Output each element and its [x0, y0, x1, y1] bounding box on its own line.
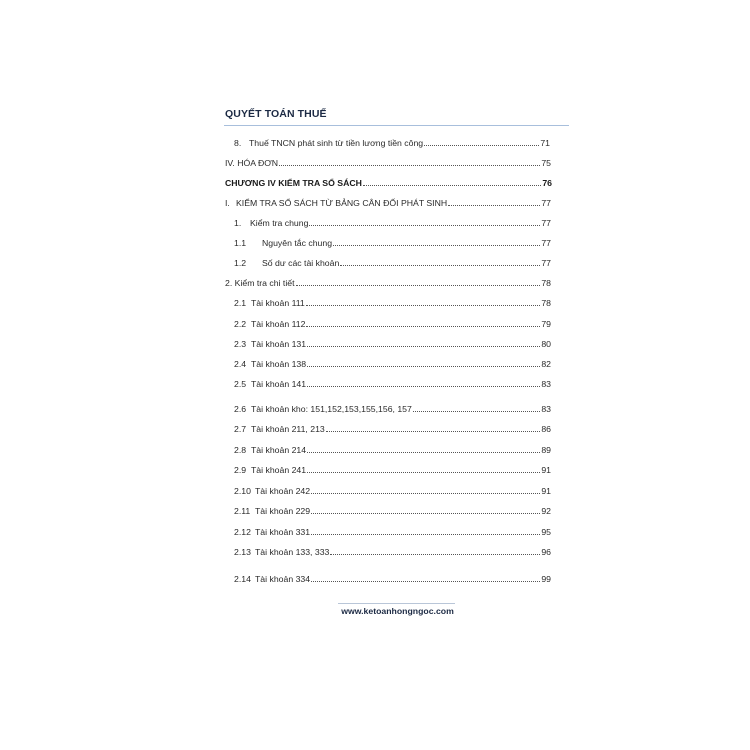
toc-entry-number: 1.2 [234, 258, 247, 268]
dot-leader [309, 225, 540, 226]
dot-leader [307, 472, 540, 473]
toc-entry-page: 83 [541, 404, 551, 414]
toc-entry-number: 2.12 [234, 527, 251, 537]
toc-entry-title: Tài khoản 138 [251, 359, 307, 369]
dot-leader [307, 346, 540, 347]
toc-entry-page: 91 [541, 465, 551, 475]
toc-entry-page: 79 [541, 319, 551, 329]
toc-entry-page: 96 [541, 547, 551, 557]
toc-entry-title: CHƯƠNG IV KIỂM TRA SỔ SÁCH [225, 178, 362, 188]
toc-entry-title: Tài khoản 331 [255, 527, 311, 537]
header-divider [224, 125, 569, 126]
toc-entry[interactable] [234, 318, 551, 329]
toc-entry-number: 1. [234, 218, 242, 228]
toc-entry-page: 89 [541, 445, 551, 455]
toc-entry-number: 2.1 [234, 298, 247, 308]
dot-leader [311, 534, 540, 535]
toc-entry-title: Tài khoản 229 [255, 506, 311, 516]
dot-leader [311, 513, 540, 514]
dot-leader [311, 493, 540, 494]
toc-entry-title: Tài khoản 131 [251, 339, 307, 349]
dot-leader [330, 554, 540, 555]
toc-entry[interactable] [234, 338, 551, 349]
toc-entry-number: 8. [234, 138, 242, 148]
dot-leader [448, 205, 540, 206]
toc-entry-page: 99 [541, 574, 551, 584]
toc-entry[interactable] [234, 378, 551, 389]
toc-entry[interactable] [225, 197, 551, 208]
toc-entry-title: IV. HÓA ĐƠN [225, 158, 278, 168]
header-title: QUYẾT TOÁN THUẾ [225, 108, 327, 120]
toc-entry-page: 77 [541, 218, 551, 228]
toc-entry-number: 2.14 [234, 574, 251, 584]
toc-entry-page: 95 [541, 527, 551, 537]
toc-entry-number: 2.13 [234, 547, 251, 557]
toc-entry-title: Tài khoản 111 [251, 298, 305, 308]
toc-entry-page: 78 [541, 278, 551, 288]
toc-entry[interactable] [234, 137, 550, 148]
toc-entry-title: Nguyên tắc chung [262, 238, 333, 248]
toc-entry-page: 83 [541, 379, 551, 389]
toc-entry[interactable] [234, 358, 551, 369]
toc-entry[interactable] [225, 157, 551, 168]
toc-entry-number: I. [225, 198, 230, 208]
toc-entry-number: 1.1 [234, 238, 247, 248]
dot-leader [333, 245, 540, 246]
toc-entry-title: Kiểm tra chung [250, 218, 309, 228]
toc-entry-title: Tài khoản 133, 333 [255, 547, 330, 557]
toc-entry-number: 2.7 [234, 424, 247, 434]
toc-entry-number: 2.8 [234, 445, 247, 455]
toc-entry-title: Số dư các tài khoản [262, 258, 340, 268]
toc-entry-page: 86 [541, 424, 551, 434]
toc-entry-title: Thuế TNCN phát sinh từ tiền lương tiền công [249, 138, 424, 148]
toc-entry-number: 2.6 [234, 404, 247, 414]
toc-entry-number: 2.10 [234, 486, 251, 496]
toc-entry-title: Tài khoản 242 [255, 486, 311, 496]
toc-entry[interactable] [234, 217, 551, 228]
dot-leader [424, 145, 539, 146]
toc-entry-title: Tài khoản 334 [255, 574, 311, 584]
footer-website[interactable]: www.ketoanhongngoc.com [341, 606, 454, 616]
toc-entry-number: 2.11 [234, 506, 251, 516]
toc-entry[interactable] [234, 505, 551, 516]
toc-entry-title: Tài khoản 211, 213 [251, 424, 325, 434]
dot-leader [307, 452, 540, 453]
toc-entry-number: 2.2 [234, 319, 247, 329]
toc-entry-page: 76 [542, 178, 552, 188]
toc-entry[interactable] [225, 177, 552, 188]
toc-entry-number: 2.3 [234, 339, 247, 349]
dot-leader [311, 581, 540, 582]
dot-leader [413, 411, 540, 412]
toc-entry[interactable] [234, 444, 551, 455]
toc-entry-page: 82 [541, 359, 551, 369]
dot-leader [296, 285, 541, 286]
toc-entry[interactable] [234, 464, 551, 475]
toc-entry[interactable] [234, 257, 551, 268]
toc-entry-page: 80 [541, 339, 551, 349]
dot-leader [306, 326, 540, 327]
toc-entry-page: 77 [541, 238, 551, 248]
toc-entry-title: KIỂM TRA SỔ SÁCH TỪ BẢNG CÂN ĐỐI PHÁT SINH [236, 198, 448, 208]
toc-entry-page: 92 [541, 506, 551, 516]
toc-entry[interactable] [234, 403, 551, 414]
toc-entry[interactable] [234, 485, 551, 496]
toc-entry[interactable] [234, 546, 551, 557]
dot-leader [307, 386, 540, 387]
toc-entry-number: 2.9 [234, 465, 247, 475]
dot-leader [306, 305, 541, 306]
toc-entry-title: Tài khoản 112 [251, 319, 306, 329]
toc-entry-page: 75 [541, 158, 551, 168]
toc-entry-number: 2.5 [234, 379, 247, 389]
toc-entry-title: Tài khoản 141 [251, 379, 307, 389]
toc-entry-page: 91 [541, 486, 551, 496]
dot-leader [363, 185, 541, 186]
toc-entry-page: 77 [541, 258, 551, 268]
toc-entry-title: Tài khoản 241 [251, 465, 307, 475]
toc-entry-number: 2.4 [234, 359, 247, 369]
toc-entry[interactable] [234, 526, 551, 537]
toc-entry-title: Tài khoản kho: 151,152,153,155,156, 157 [251, 404, 412, 414]
toc-entry-page: 77 [541, 198, 551, 208]
toc-entry[interactable] [234, 573, 551, 584]
toc-entry[interactable] [234, 423, 551, 434]
toc-entry-title: Tài khoản 214 [251, 445, 307, 455]
toc-entry-title: 2. Kiểm tra chi tiết [225, 278, 295, 288]
dot-leader [340, 265, 540, 266]
toc-entry[interactable] [234, 297, 551, 308]
toc-entry[interactable] [225, 277, 551, 288]
toc-entry-page: 71 [540, 138, 550, 148]
dot-leader [307, 366, 540, 367]
toc-entry-page: 78 [541, 298, 551, 308]
toc-entry[interactable] [234, 237, 551, 248]
footer-divider [338, 603, 455, 604]
dot-leader [279, 165, 540, 166]
dot-leader [326, 431, 541, 432]
